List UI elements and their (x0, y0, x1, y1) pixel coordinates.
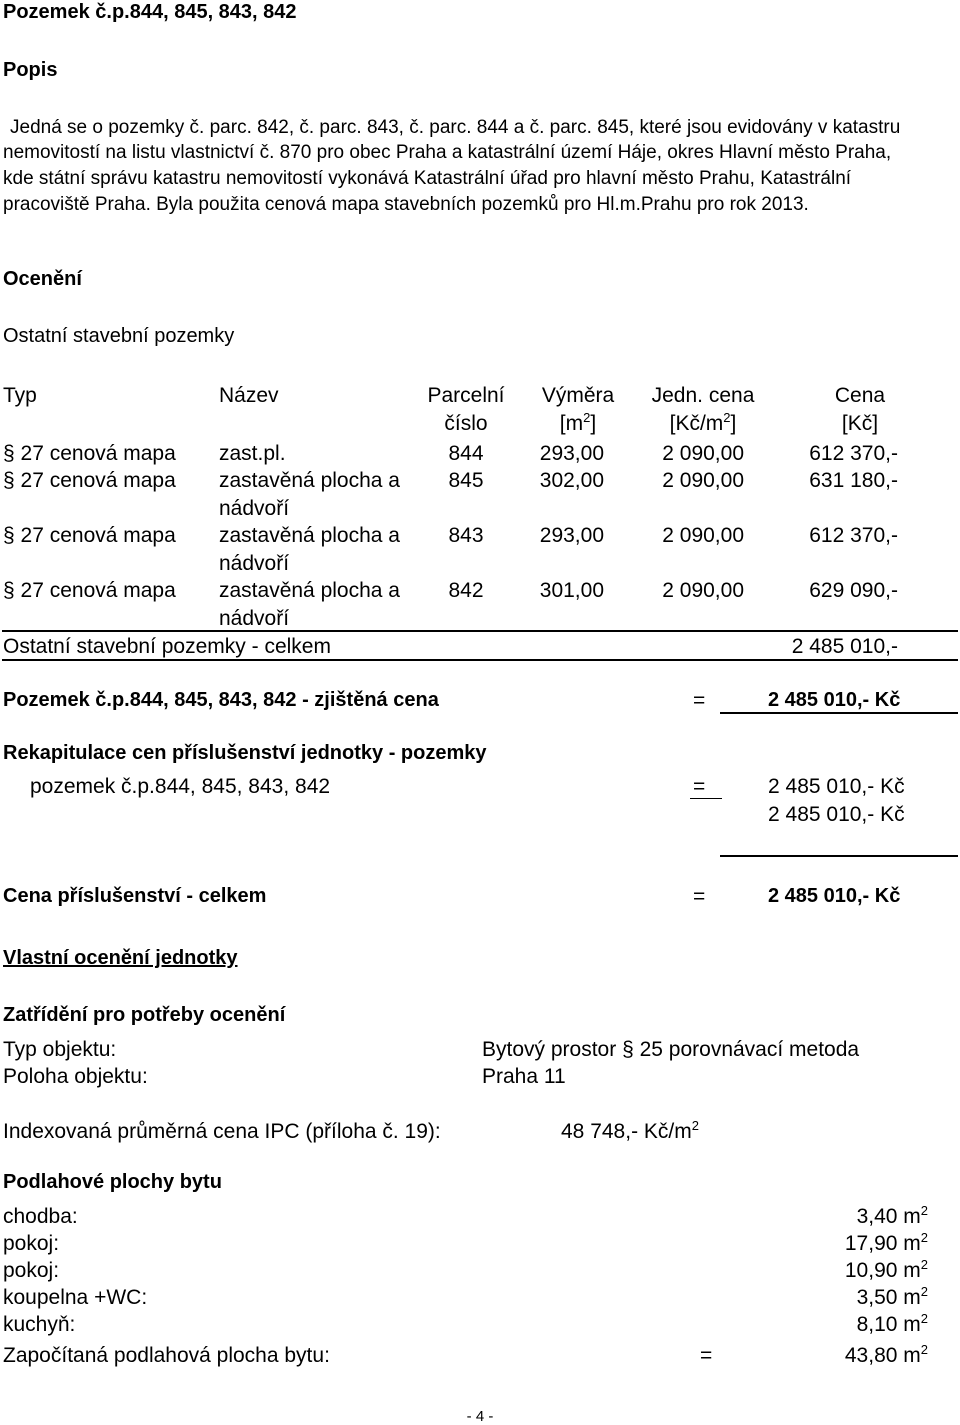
row-3-vymera: 293,00 (539, 524, 604, 547)
poloha-objektu-label: Poloha objektu: (3, 1065, 148, 1088)
ipc-label: Indexovaná průměrná cena IPC (příloha č. 19): (3, 1120, 441, 1143)
row-2-nazev-2: nádvoří (219, 497, 290, 520)
section-sign-icon: § (3, 524, 21, 547)
row-1-cena: 612 370,- (809, 442, 898, 465)
col-header-vymera-unit: $[m^2]$ (559, 410, 597, 435)
zjistena-label: Pozemek č.p.844, 845, 843, 842 - zjištěná cena (3, 689, 439, 711)
row-1-nazev: zast.pl. (219, 442, 286, 465)
table-divider-top (2, 630, 958, 632)
row-1-vymera: 293,00 (539, 442, 604, 465)
cena-celkem-value: 2 485 010,- Kč (768, 885, 901, 907)
plocha-koupelna-label: koupelna +WC: (3, 1286, 148, 1309)
section-sign-icon: § (3, 442, 21, 465)
zjistena-underline (720, 712, 958, 714)
plocha-total-label: Započítaná podlahová plocha bytu: (3, 1344, 330, 1367)
col-header-cislo: číslo (444, 412, 488, 435)
section-sign-icon: § (3, 579, 21, 602)
popis-line-2: nemovitostí na listu vlastnictví č. 870 pro obec Praha a katastrální území Háje, okres Hlavní město Praha, (3, 142, 892, 163)
row-2-nazev: zastavěná plocha a (219, 469, 400, 492)
rekap-item-eq: = (693, 775, 706, 798)
col-header-cena-unit: [Kč] (841, 412, 879, 435)
plocha-chodba-value: 3,40 $m^2$ (856, 1203, 928, 1228)
popis-line-3: kde státní správu katastru nemovitostí vykonává Katastrální úřad pro hlavní město Prahu, Katastrální (3, 168, 852, 189)
col-header-nazev: Název (219, 384, 279, 407)
row-2-typ: § 27 cenová mapa (3, 469, 176, 492)
row-4-parcel: 842 (448, 579, 484, 602)
zatrideni-heading: Zatřídění pro potřeby ocenění (3, 1004, 286, 1026)
page-number: - 4 - (466, 1408, 494, 1425)
rekap-item-value: 2 485 010,- Kč (768, 775, 905, 798)
row-1-parcel: 844 (448, 442, 484, 465)
row-3-parcel: 843 (448, 524, 484, 547)
row-2-vymera: 302,00 (539, 469, 604, 492)
row-4-nazev: zastavěná plocha a (219, 579, 400, 602)
plochy-heading: Podlahové plochy bytu (3, 1171, 222, 1193)
row-3-nazev: zastavěná plocha a (219, 524, 400, 547)
col-header-parcelni: Parcelní (427, 384, 505, 407)
ostatni-heading: Ostatní stavební pozemky (3, 325, 235, 347)
rekap-item-label: pozemek č.p.844, 845, 843, 842 (30, 775, 331, 798)
section-sign-icon: § (622, 1038, 634, 1061)
row-4-vymera: 301,00 (539, 579, 604, 602)
typ-objektu-value: Bytový prostor § 25 porovnávací metoda (482, 1038, 860, 1061)
page-title: Pozemek č.p.844, 845, 843, 842 (3, 1, 297, 23)
vlastni-heading: Vlastní ocenění jednotky (3, 947, 238, 969)
col-header-typ: Typ (3, 384, 37, 407)
plocha-kuchyn-label: kuchyň: (3, 1313, 76, 1336)
table-divider-bottom (2, 659, 958, 661)
col-header-jedn-unit: $[Kč/m^2]$ (669, 410, 737, 435)
row-3-cena: 612 370,- (809, 524, 898, 547)
rekap-subtotal: 2 485 010,- Kč (768, 803, 905, 826)
ipc-value: 48 748,- $Kč/m^2$ (561, 1118, 699, 1143)
row-3-nazev-2: nádvoří (219, 552, 290, 575)
popis-line-4: pracoviště Praha. Byla použita cenová mapa stavebních pozemků pro Hl.m.Prahu pro rok 2013. (3, 194, 809, 215)
plocha-koupelna-value: 3,50 $m^2$ (856, 1284, 928, 1309)
plocha-pokoj-1-value: 17,90 $m^2$ (844, 1230, 928, 1255)
plocha-total-value: 43,80 $m^2$ (844, 1342, 928, 1367)
rekap-eq-underline (690, 798, 722, 799)
plocha-kuchyn-value: 8,10 $m^2$ (856, 1311, 928, 1336)
row-4-cena: 629 090,- (809, 579, 898, 602)
typ-objektu-label: Typ objektu: (3, 1038, 117, 1061)
row-2-cena: 631 180,- (809, 469, 898, 492)
plocha-chodba-label: chodba: (3, 1205, 78, 1228)
row-4-jedn: 2 090,00 (662, 579, 744, 602)
col-header-jedn-cena: Jedn. cena (651, 384, 755, 407)
table-total-label: Ostatní stavební pozemky - celkem (3, 635, 331, 658)
section-sign-icon: § (3, 469, 21, 492)
rekap-heading: Rekapitulace cen příslušenství jednotky - pozemky (3, 742, 487, 764)
table-total-value: 2 485 010,- (791, 635, 898, 658)
rekap-divider (720, 855, 958, 857)
row-4-typ: § 27 cenová mapa (3, 579, 176, 602)
plocha-pokoj-2-value: 10,90 $m^2$ (844, 1257, 928, 1282)
row-1-jedn: 2 090,00 (662, 442, 744, 465)
row-2-jedn: 2 090,00 (662, 469, 744, 492)
poloha-objektu-value: Praha 11 (482, 1065, 566, 1088)
zjistena-value: 2 485 010,- Kč (768, 689, 901, 711)
row-1-typ: § 27 cenová mapa (3, 442, 176, 465)
row-3-jedn: 2 090,00 (662, 524, 744, 547)
zjistena-eq: = (693, 689, 706, 712)
row-3-typ: § 27 cenová mapa (3, 524, 176, 547)
row-4-nazev-2: nádvoří (219, 607, 290, 630)
cena-celkem-label: Cena příslušenství - celkem (3, 885, 267, 907)
plocha-pokoj-2-label: pokoj: (3, 1259, 60, 1282)
popis-heading: Popis (3, 59, 58, 81)
oceneni-heading: Ocenění (3, 268, 82, 290)
popis-line-1: Jedná se o pozemky č. parc. 842, č. parc. 843, č. parc. 844 a č. parc. 845, které jsou evidovány v katastru (10, 117, 901, 138)
row-2-parcel: 845 (448, 469, 484, 492)
plocha-total-eq: = (700, 1344, 713, 1367)
col-header-cena: Cena (834, 384, 886, 407)
plocha-pokoj-1-label: pokoj: (3, 1232, 60, 1255)
cena-celkem-eq: = (693, 885, 706, 908)
col-header-vymera: Výměra (541, 384, 615, 407)
